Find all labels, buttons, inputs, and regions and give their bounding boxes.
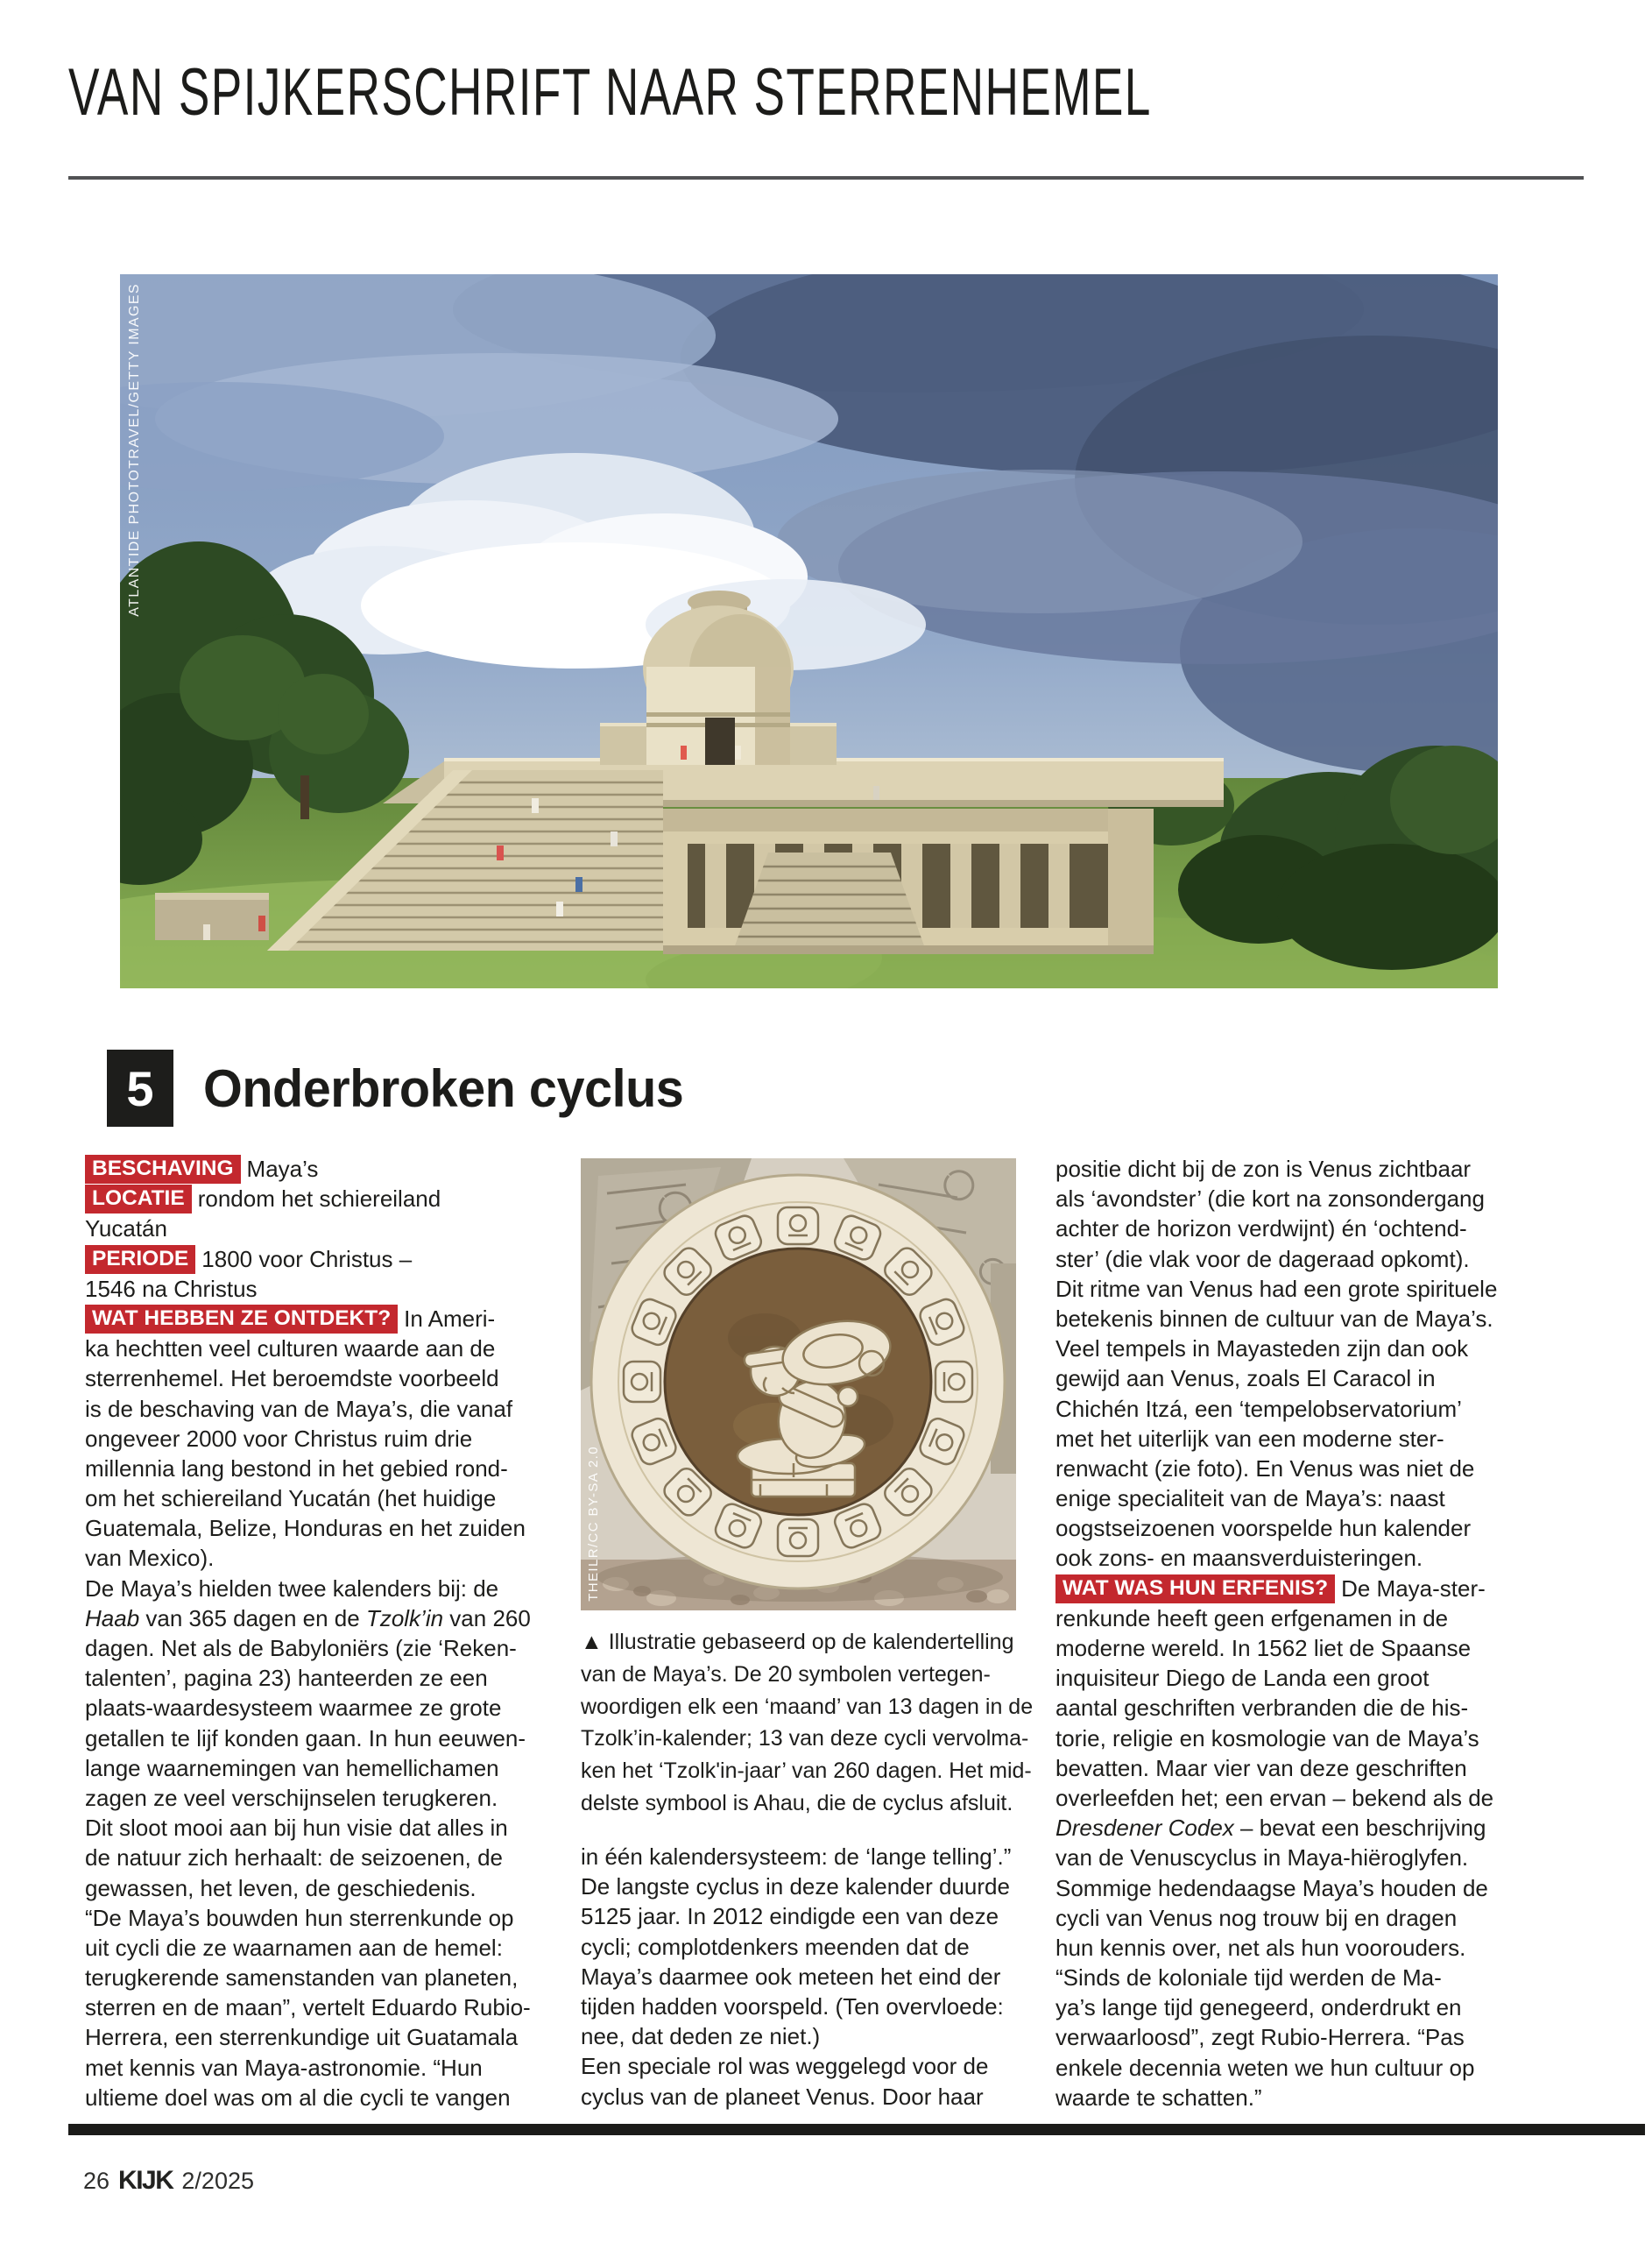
text-line: dagen. Net als de Babyloniërs (zie ‘Reken- <box>85 1635 517 1661</box>
text-line: renkunde heeft geen erfgenamen in de <box>1055 1604 1449 1631</box>
text-line: de natuur zich herhaalt: de seizoenen, de <box>85 1844 504 1872</box>
text-line: renwacht (zie foto). En Venus was niet de <box>1055 1454 1475 1482</box>
hero-photo <box>120 274 1498 988</box>
text-line: moderne wereld. In 1562 liet de Spaanse <box>1055 1635 1472 1661</box>
calendar-illustration-art <box>581 1158 1016 1610</box>
text-line: Herrera, een sterrenkundige uit Guatamala <box>85 2024 519 2051</box>
text-line: plaats-waardesysteem waarmee ze grote <box>85 1695 502 1722</box>
text-line: om het schiereiland Yucatán (het huidige <box>85 1485 497 1512</box>
category-badge: WAT WAS HUN ERFENIS? <box>1055 1574 1335 1603</box>
text-line: hun kennis over, net als hun voorouders. <box>1055 1934 1466 1961</box>
text-line: lange waarnemingen van hemellichamen <box>85 1754 499 1781</box>
text-line: Een speciale rol was weggelegd voor de <box>581 2053 989 2080</box>
text-line: aantal geschriften verbranden die de his- <box>1055 1695 1469 1722</box>
text-line: WAT WAS HUN ERFENIS? De Maya-ster- <box>1055 1574 1511 1603</box>
text-line: Yucatán <box>85 1215 167 1242</box>
issue-number: 2/2025 <box>181 2168 254 2194</box>
illustration-credit: THEILR/CC BY-SA 2.0 <box>586 1446 601 1602</box>
text-line: ya’s lange tijd genegeerd, onderdrukt en <box>1055 1994 1462 2021</box>
text-line: LOCATIE rondom het schiereiland <box>85 1184 540 1213</box>
text-line: van Mexico). <box>85 1545 215 1572</box>
text-line: ▲ Illustratie gebaseerd op de kalendertelling <box>581 1630 1014 1654</box>
text-line: zagen ze veel verschijnselen terugkeren. <box>85 1784 498 1811</box>
section-title: Onderbroken cyclus <box>203 1058 684 1118</box>
text-line: 5125 jaar. In 2012 eindigde een van deze <box>581 1903 999 1930</box>
text-line: ster’ (die vlak voor de dageraad opkomt). <box>1055 1245 1470 1272</box>
text-line: inquisiteur Diego de Landa een groot <box>1055 1665 1430 1692</box>
text-line: met kennis van Maya-astronomie. “Hun <box>85 2054 483 2081</box>
text-line: sterren en de maan”, vertelt Eduardo Rubio- <box>85 1994 531 2021</box>
footer <box>83 2166 254 2196</box>
text-line: achter de horizon verdwijnt) én ‘ochtend- <box>1055 1215 1467 1242</box>
category-badge: PERIODE <box>85 1245 195 1274</box>
text-line: ook zons- en maansverduisteringen. <box>1055 1545 1423 1572</box>
image-caption <box>581 1626 1034 1820</box>
page-title-text: VAN SPIJKERSCHRIFT NAAR STERRENHEMEL <box>68 55 1152 130</box>
text-line: “De Maya’s bouwden hun sterrenkunde op <box>85 1904 514 1931</box>
text-line: woordigen elk een ‘maand’ van 13 dagen in de <box>581 1694 1034 1719</box>
text-line: “Sinds de koloniale tijd werden de Ma- <box>1055 1964 1442 1992</box>
text-line: ultieme doel was om al die cycli te vangen <box>85 2084 511 2111</box>
category-badge: WAT HEBBEN ZE ONTDEKT? <box>85 1305 398 1334</box>
photo-credit: ATLANTIDE PHOTOTRAVEL/GETTY IMAGES <box>127 283 142 617</box>
text-line: Dit sloot mooi aan bij hun visie dat alles in <box>85 1815 508 1842</box>
text-line: is de beschaving van de Maya’s, die vanaf <box>85 1395 513 1422</box>
text-line: ongeveer 2000 voor Christus ruim drie <box>85 1425 473 1452</box>
text-line: WAT HEBBEN ZE ONTDEKT? In Ameri- <box>85 1304 540 1334</box>
text-line: enkele decennia weten we hun cultuur op <box>1055 2054 1475 2081</box>
footer-rule <box>68 2124 1645 2135</box>
text-line: als ‘avondster’ (die kort na zonsondergang <box>1055 1185 1485 1213</box>
page-title <box>68 56 1616 130</box>
text-line: in één kalendersysteem: de ‘lange telling’.” <box>581 1843 1012 1870</box>
text-line: oogstseizoenen voorspelde hun kalender <box>1055 1515 1472 1542</box>
text-line: Chichén Itzá, een ‘tempelobservatorium’ <box>1055 1395 1462 1422</box>
section-number-badge: 5 <box>107 1050 173 1127</box>
calendar-illustration <box>581 1158 1016 1610</box>
text-line: tijden hadden voorspeld. (Ten overvloede: <box>581 1992 1004 2020</box>
text-line: cycli; complotdenkers meenden dat de <box>581 1933 970 1960</box>
text-line: getallen te lijf konden gaan. In hun eeuwen- <box>85 1724 526 1751</box>
section-head <box>107 1050 703 1127</box>
text-line: Guatemala, Belize, Honduras en het zuiden <box>85 1515 526 1542</box>
text-line: waarde te schatten.” <box>1055 2084 1262 2111</box>
hero-photo-art <box>120 274 1498 988</box>
text-line: torie, religie en kosmologie van de Maya’s <box>1055 1724 1479 1751</box>
text-line: uit cycli die ze waarnamen aan de hemel: <box>85 1934 503 1961</box>
text-line: Veel tempels in Mayasteden zijn dan ook <box>1055 1335 1469 1362</box>
text-line: van de Venuscyclus in Maya-hiëroglyfen. <box>1055 1844 1469 1872</box>
text-line: De Maya’s hielden twee kalenders bij: de <box>85 1574 499 1602</box>
text-line: verwaarloosd”, zegt Rubio-Herrera. “Pas <box>1055 2024 1465 2051</box>
text-line: terugkerende samenstanden van planeten, <box>85 1964 519 1992</box>
text-line: 1546 na Christus <box>85 1275 258 1302</box>
text-line: cyclus van de planeet Venus. Door haar <box>581 2083 984 2110</box>
text-line: Sommige hedendaagse Maya’s houden de <box>1055 1874 1488 1901</box>
text-line: met het uiterlijk van een moderne ster- <box>1055 1425 1444 1452</box>
text-line: millennia lang bestond in het gebied rond- <box>85 1454 508 1482</box>
text-line: cycli van Venus nog trouw bij en dragen <box>1055 1904 1458 1931</box>
category-badge: BESCHAVING <box>85 1155 241 1184</box>
magazine-logo: KIJK <box>118 2166 173 2195</box>
article-column-middle <box>581 1842 1036 2112</box>
text-line: Haab van 365 dagen en de Tzolk’in van 260 <box>85 1604 531 1631</box>
text-line: bevatten. Maar vier van deze geschriften <box>1055 1754 1467 1781</box>
text-line: sterrenhemel. Het beroemdste voorbeeld <box>85 1365 499 1392</box>
text-line: Dit ritme van Venus had een grote spirituele <box>1055 1275 1498 1302</box>
text-line: enige specialiteit van de Maya’s: naast <box>1055 1485 1445 1512</box>
category-badge: LOCATIE <box>85 1185 192 1213</box>
text-line: overleefden het; een ervan – bekend als de <box>1055 1784 1494 1811</box>
text-line: gewijd aan Venus, zoals El Caracol in <box>1055 1365 1436 1392</box>
text-line: BESCHAVING Maya’s <box>85 1154 540 1184</box>
page-number: 26 <box>83 2168 110 2194</box>
text-line: positie dicht bij de zon is Venus zichtbaar <box>1055 1156 1472 1182</box>
article-column-left <box>85 1154 540 2112</box>
header-rule <box>68 176 1584 180</box>
text-line: Dresdener Codex – bevat een beschrijving <box>1055 1815 1486 1842</box>
text-line: delste symbool is Ahau, die de cyclus afsluit. <box>581 1790 1013 1815</box>
text-line: gewassen, het leven, de geschiedenis. <box>85 1874 477 1901</box>
text-line: De langste cyclus in deze kalender duurde <box>581 1873 1010 1900</box>
text-line: ken het ‘Tzolk'in-jaar’ van 260 dagen. Het mid- <box>581 1758 1032 1784</box>
text-line: Maya’s daarmee ook meteen het eind der <box>581 1963 1001 1990</box>
text-line: PERIODE 1800 voor Christus – <box>85 1244 540 1274</box>
text-line: nee, dat deden ze niet.) <box>581 2023 821 2050</box>
text-line: betekenis binnen de cultuur van de Maya’s. <box>1055 1305 1493 1332</box>
text-line: van de Maya’s. De 20 symbolen vertegen- <box>581 1661 991 1687</box>
text-line: talenten’, pagina 23) hanteerden ze een <box>85 1665 488 1692</box>
article-column-right <box>1055 1154 1511 2112</box>
text-line: Tzolk’in-kalender; 13 van deze cycli vervolma- <box>581 1726 1029 1751</box>
text-line: ka hechtten veel culturen waarde aan de <box>85 1335 496 1362</box>
